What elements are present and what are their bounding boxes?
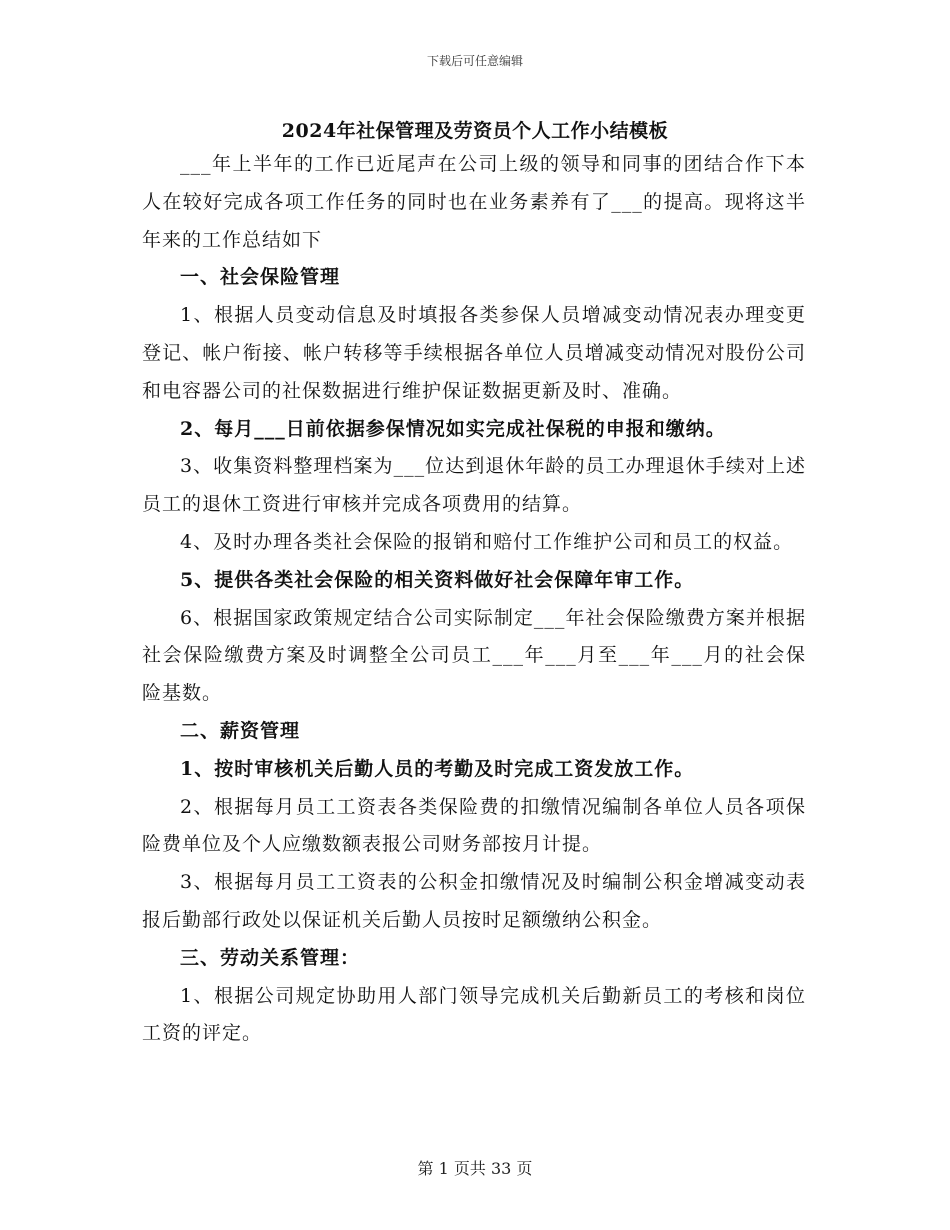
document-body (142, 146, 806, 1053)
paragraph-heading-salary: 二、薪资管理 (180, 719, 301, 742)
paragraph-item: 3、根据每月员工工资表的公积金扣缴情况及时编制公积金增减变动表报后勤部行政处以保证机关后勤人员按时足额缴纳公积金。 (142, 871, 806, 931)
paragraph-item: 1、根据人员变动信息及时填报各类参保人员增减变动情况表办理变更登记、帐户衔接、帐户转移等手续根据各单位人员增减变动情况对股份公司和电容器公司的社保数据进行维护保证数据更新及时、准确。 (142, 304, 806, 402)
paragraph-item: 1、按时审核机关后勤人员的考勤及时完成工资发放工作。 (180, 757, 695, 780)
page-number: 第 1 页共 33 页 (417, 1159, 533, 1178)
paragraph-intro: ___年上半年的工作已近尾声在公司上级的领导和同事的团结合作下本人在较好完成各项工作任务的同时也在业务素养有了___的提高。现将这半年来的工作总结如下 (142, 153, 806, 251)
paragraph-item: 5、提供各类社会保险的相关资料做好社会保障年审工作。 (180, 568, 695, 591)
header-note: 下载后可任意编辑 (426, 54, 523, 68)
paragraph-item: 2、根据每月员工工资表各类保险费的扣缴情况编制各单位人员各项保险费单位及个人应缴数额表报公司财务部按月计提。 (142, 795, 806, 856)
paragraph-item: 2、每月___日前依据参保情况如实完成社保税的申报和缴纳。 (180, 417, 726, 440)
paragraph-heading-social-insurance: 一、社会保险管理 (180, 266, 341, 289)
paragraph-item: 3、收集资料整理档案为___位达到退休年龄的员工办理退休手续对上述员工的退休工资进行审核并完成各项费用的结算。 (142, 455, 806, 516)
paragraph-heading-labor-relations: 三、劳动关系管理： (180, 946, 361, 969)
paragraph-item: 1、根据公司规定协助用人部门领导完成机关后勤新员工的考核和岗位工资的评定。 (142, 984, 806, 1045)
paragraph-item: 4、及时办理各类社会保险的报销和赔付工作维护公司和员工的权益。 (180, 530, 794, 553)
paragraph-item: 6、根据国家政策规定结合公司实际制定___年社会保险缴费方案并根据社会保险缴费方案及时调整全公司员工___年___月至___年___月的社会保险基数。 (142, 606, 806, 705)
document-title: 2024年社保管理及劳资员个人工作小结模板 (281, 120, 669, 142)
